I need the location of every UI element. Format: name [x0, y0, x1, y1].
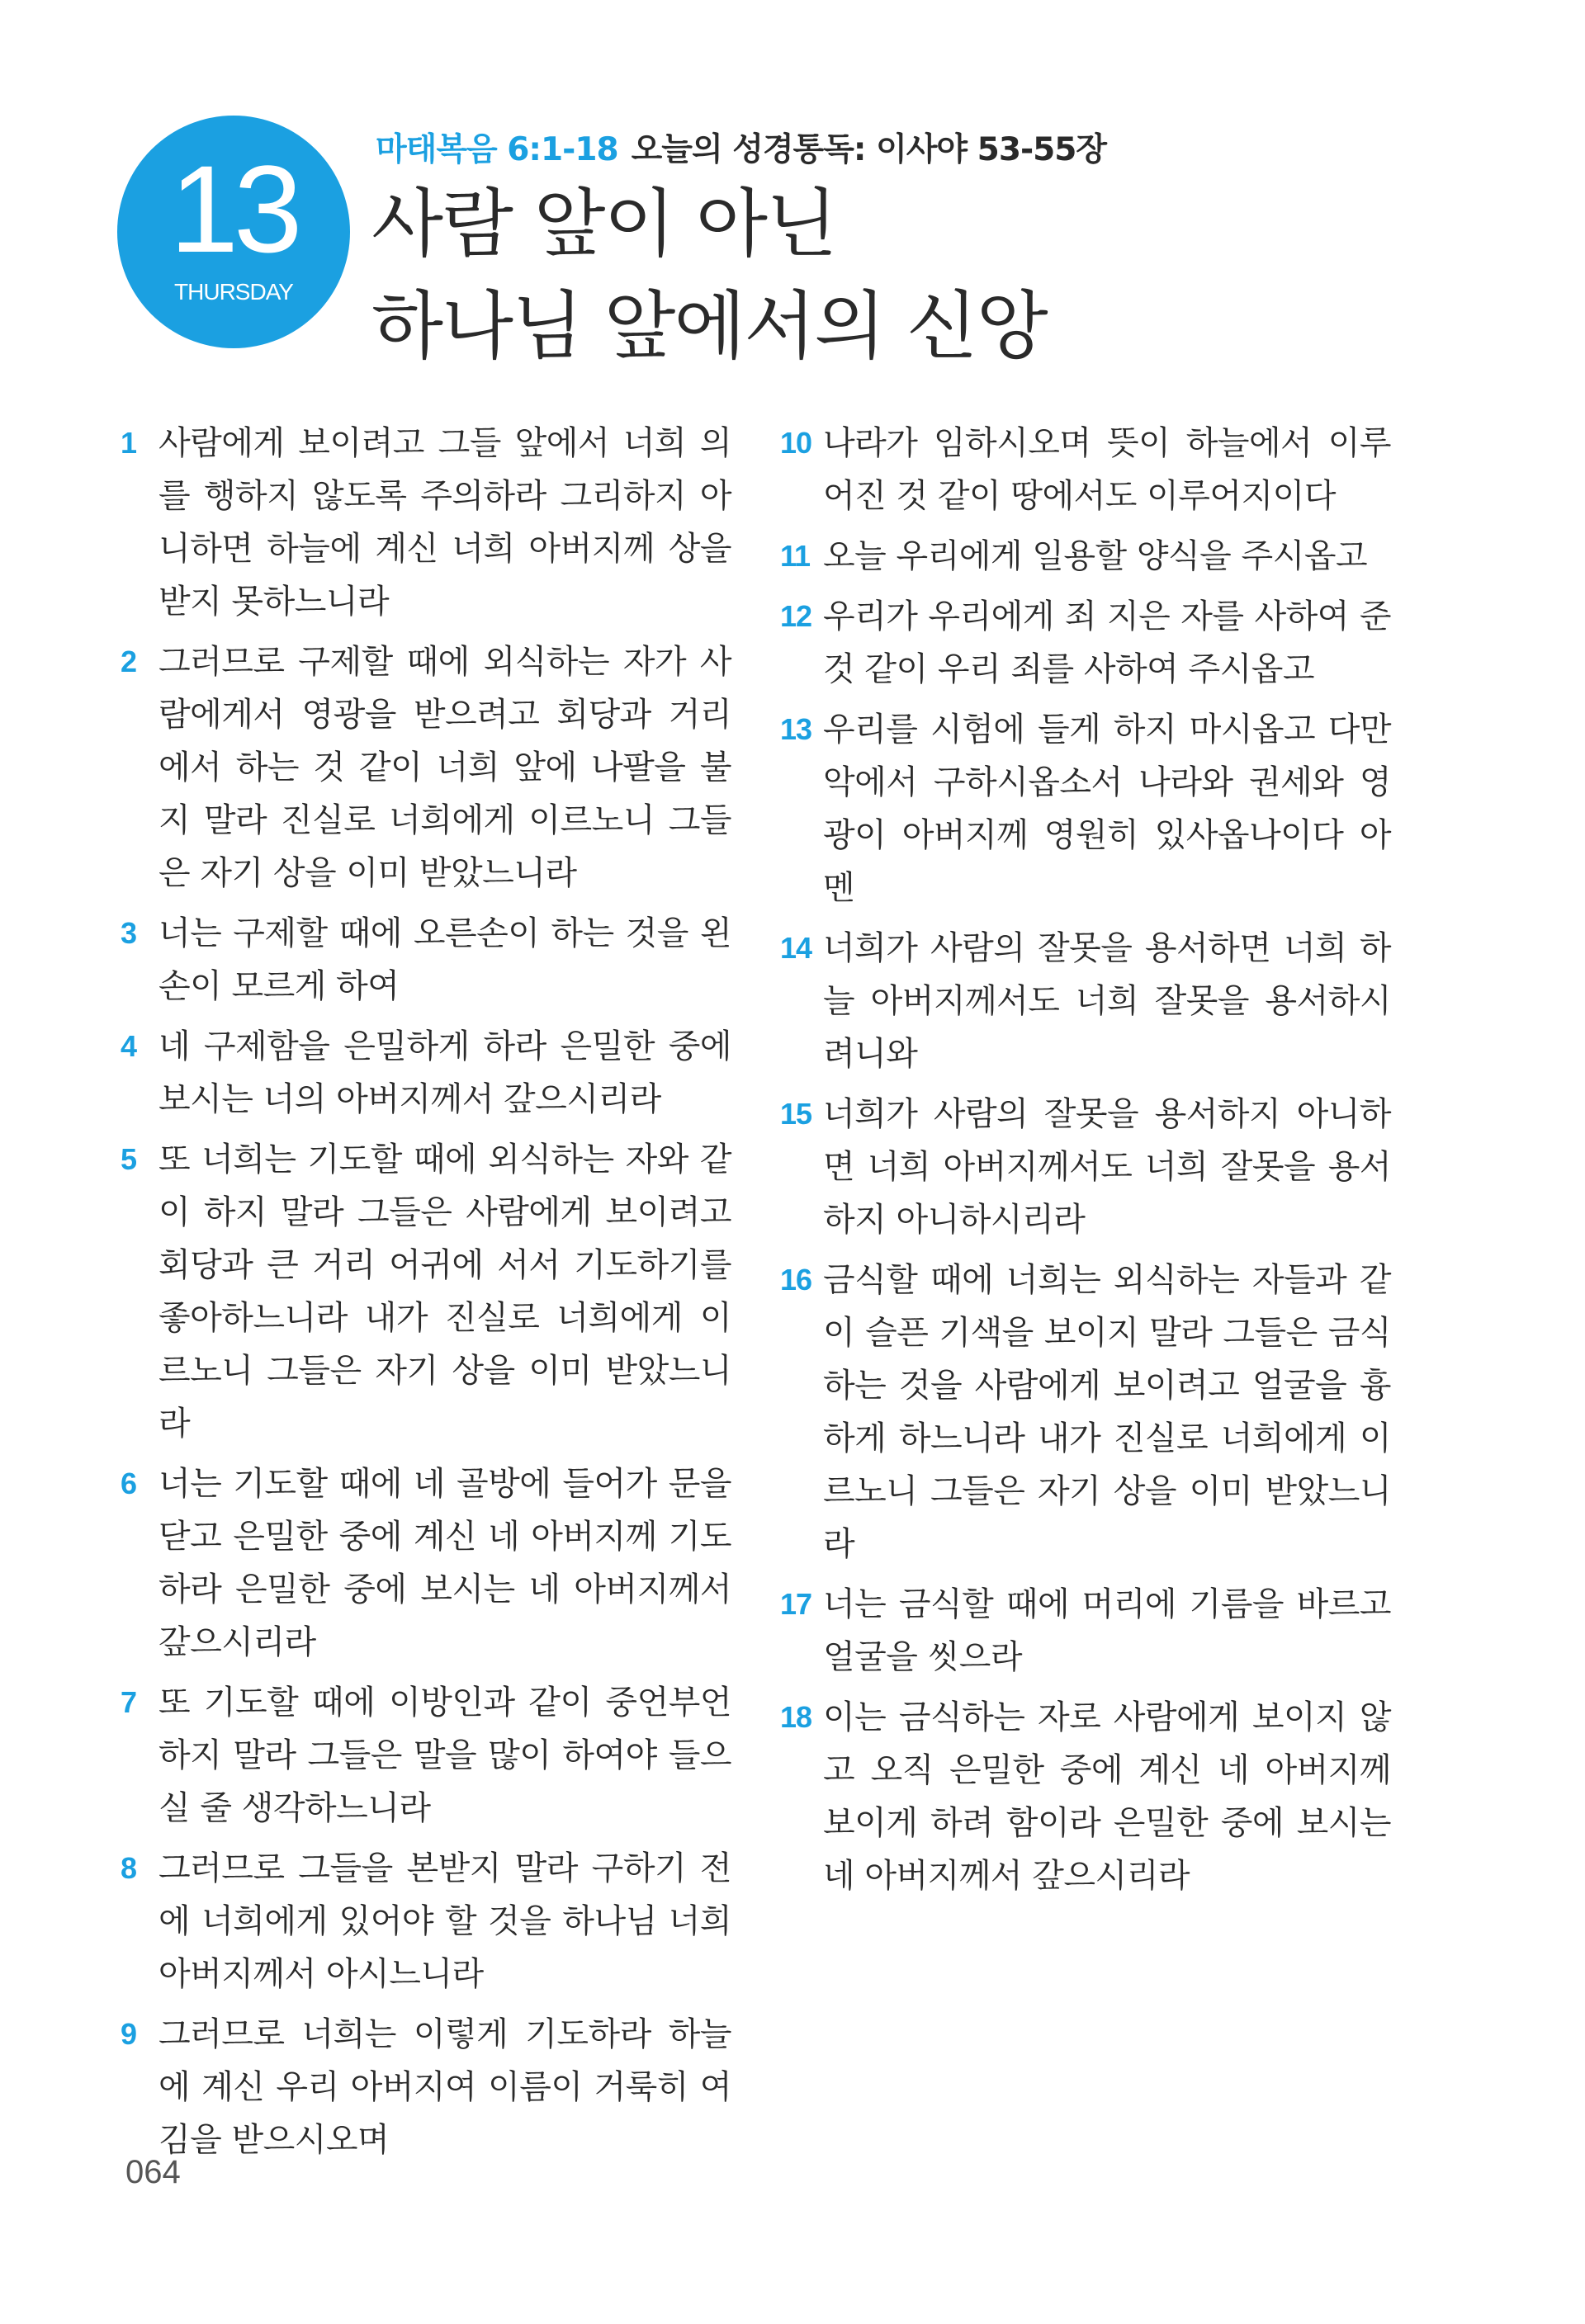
verse-number: 5 — [121, 1142, 137, 1176]
page-number: 064 — [125, 2154, 181, 2190]
verse-number: 3 — [121, 916, 137, 950]
verse-number: 11 — [780, 539, 811, 573]
verse — [121, 635, 731, 900]
verse-text: 너희가 사람의 잘못을 용서하지 아니하면 너희 아버지께서도 너희 잘못을 용서하지 아니하시리라 — [823, 1095, 1391, 1239]
verse — [121, 1457, 731, 1669]
page-title — [371, 173, 1047, 378]
verse — [780, 530, 1391, 583]
verse-text: 그러므로 구제할 때에 외식하는 자가 사람에게서 영광을 받으려고 회당과 거리에서 하는 것 같이 너희 앞에 나팔을 불지 말라 진실로 너희에게 이르노니 그들은 자기 상을 이미 받았느니라 — [158, 643, 731, 892]
title-line-1: 사람 앞이 아닌 — [371, 181, 836, 267]
verse-number: 12 — [780, 599, 812, 633]
verse-text: 나라가 임하시오며 뜻이 하늘에서 이루어진 것 같이 땅에서도 이루어지이다 — [823, 424, 1391, 515]
verse-number: 17 — [780, 1587, 812, 1621]
verse — [121, 1020, 731, 1126]
verse — [121, 1842, 731, 2000]
verse-text: 너는 구제할 때에 오른손이 하는 것을 왼손이 모르게 하여 — [158, 914, 731, 1005]
verse — [121, 1676, 731, 1835]
verse-column-left — [121, 417, 731, 2174]
verse — [121, 907, 731, 1013]
verse-number: 6 — [121, 1467, 137, 1500]
verse — [780, 1578, 1391, 1684]
scripture-reference: 마태복음 6:1-18 — [376, 131, 618, 168]
verse-number: 18 — [780, 1700, 812, 1734]
verse-text: 우리가 우리에게 죄 지은 자를 사하여 준 것 같이 우리 죄를 사하여 주시옵고 — [823, 598, 1391, 688]
verse-text: 이는 금식하는 자로 사람에게 보이지 않고 오직 은밀한 중에 계신 네 아버지께 보이게 하려 함이라 은밀한 중에 보시는 네 아버지께서 갚으시리라 — [823, 1698, 1391, 1895]
verse-text: 또 너희는 기도할 때에 외식하는 자와 같이 하지 말라 그들은 사람에게 보이려고 회당과 큰 거리 어귀에 서서 기도하기를 좋아하느니라 내가 진실로 너희에게 이르노니 그들은 자기 상을 이미 받았느니라 — [158, 1141, 731, 1443]
verse — [780, 1088, 1391, 1246]
verse-number: 2 — [121, 645, 137, 678]
verse-text: 너희가 사람의 잘못을 용서하면 너희 하늘 아버지께서도 너희 잘못을 용서하시려니와 — [823, 929, 1391, 1073]
verse-column-right — [780, 417, 1391, 1910]
verse — [121, 1133, 731, 1450]
verse — [780, 703, 1391, 914]
verse-text: 사람에게 보이려고 그들 앞에서 너희 의를 행하지 않도록 주의하라 그리하지 아니하면 하늘에 계신 너희 아버지께 상을 받지 못하느니라 — [158, 424, 731, 621]
verse-number: 1 — [121, 426, 137, 460]
verse-number: 9 — [121, 2017, 137, 2051]
verse-text: 또 기도할 때에 이방인과 같이 중언부언하지 말라 그들은 말을 많이 하여야 들으실 줄 생각하느니라 — [158, 1684, 731, 1827]
verse — [780, 590, 1391, 696]
date-badge — [117, 116, 350, 348]
verse-text: 너는 기도할 때에 네 골방에 들어가 문을 닫고 은밀한 중에 계신 네 아버지께 기도하라 은밀한 중에 보시는 네 아버지께서 갚으시리라 — [158, 1465, 731, 1661]
verse-text: 그러므로 그들을 본받지 말라 구하기 전에 너희에게 있어야 할 것을 하나님 너희 아버지께서 아시느니라 — [158, 1849, 731, 1993]
verse-text: 네 구제함을 은밀하게 하라 은밀한 중에 보시는 너의 아버지께서 갚으시리라 — [158, 1027, 731, 1118]
verse — [780, 1691, 1391, 1902]
reading-reference-line — [376, 124, 1106, 170]
verse-number: 4 — [121, 1029, 137, 1063]
verse-number: 15 — [780, 1097, 812, 1131]
verse-text: 그러므로 너희는 이렇게 기도하라 하늘에 계신 우리 아버지여 이름이 거룩히 여김을 받으시오며 — [158, 2015, 731, 2159]
daily-reading: 오늘의 성경통독: 이사야 53-55장 — [631, 131, 1107, 168]
title-line-2: 하나님 앞에서의 신앙 — [371, 283, 1047, 370]
verse-text: 너는 금식할 때에 머리에 기름을 바르고 얼굴을 씻으라 — [823, 1585, 1391, 1676]
verse-number: 16 — [780, 1263, 812, 1297]
verse-number: 7 — [121, 1685, 137, 1719]
day-number: 13 — [169, 139, 298, 278]
day-name: THURSDAY — [174, 279, 293, 305]
verse-number: 10 — [780, 426, 812, 460]
verse — [780, 1254, 1391, 1571]
verse-text: 금식할 때에 너희는 외식하는 자들과 같이 슬픈 기색을 보이지 말라 그들은 금식하는 것을 사람에게 보이려고 얼굴을 흉하게 하느니라 내가 진실로 너희에게 이르노니 그들은 자기 상을 이미 받았느니라 — [823, 1261, 1391, 1563]
verse-text: 오늘 우리에게 일용할 양식을 주시옵고 — [823, 537, 1368, 575]
verse — [780, 417, 1391, 522]
verse — [121, 417, 731, 628]
verse — [780, 922, 1391, 1080]
verse — [121, 2008, 731, 2166]
verse-number: 8 — [121, 1851, 137, 1885]
verse-number: 14 — [780, 931, 812, 965]
verse-number: 13 — [780, 712, 812, 746]
verse-text: 우리를 시험에 들게 하지 마시옵고 다만 악에서 구하시옵소서 나라와 권세와 영광이 아버지께 영원히 있사옵나이다 아멘 — [823, 711, 1391, 907]
